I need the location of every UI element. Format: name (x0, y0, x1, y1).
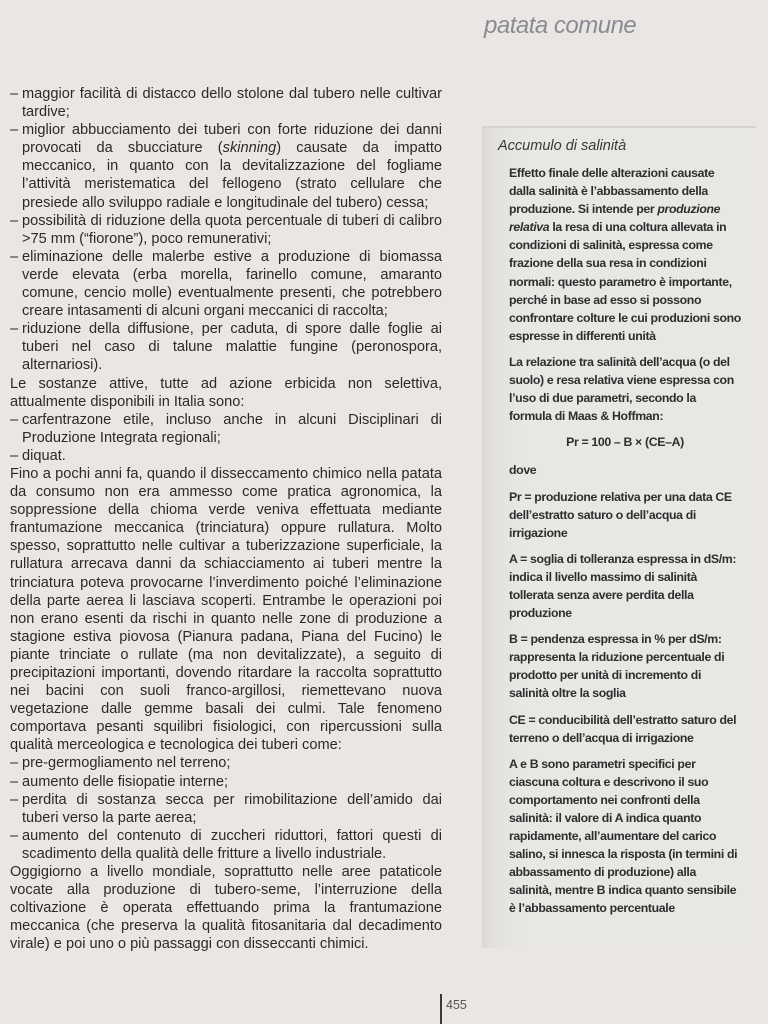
list-item: – perdita di sostanza secca per rimobilitazione dell’amido dai tuberi verso la parte aerea; (10, 791, 442, 826)
definition-b: B = pendenza espressa in % per dS/m: rappresenta la riduzione percentuale di prodotto per unità di incremento di salinità oltre la soglia (509, 632, 725, 701)
list-item: – maggior facilità di distacco dello stolone dal tubero nelle cultivar tardive; (10, 86, 442, 121)
effects-list (10, 754, 442, 863)
paragraph-history: Fino a pochi anni fa, quando il disseccamento chimico nella patata da consumo non era ammesso come pratica agronomica, la soppressione della chioma verde veniva effettuata mediante frantumazione meccanica (trinciatura) oppure rullatura. Molto spesso, soprattutto nelle cultivar a tuberizzazione superficiale, la rullatura arrecava danni da schiacciamento ai tuberi mentre la trinciatura poteva provocarne l’inverdimento poiché l’eliminazione della parte aerea li lasciava scoperti. Entrambe le operazioni poi non erano esenti da rischi in quanto nelle zone di produzione a stagione estiva piovosa (Pianura padana, Piana del Fucino) le piante trinciate o rullate (ma non devitalizzate), a seguito di precipitazioni importanti, dovendo ritardare la raccolta soprattutto nei bacini con suoli franco-argillosi, riemettevano nuova vegetazione dalle gemme basali dei culmi. Tale fenomeno comportava pesanti squilibri fisiologici, con ripercussioni sulla qualità merceologica e tecnologica dei tuberi come: (10, 465, 442, 754)
paragraph-active-substances: Le sostanze attive, tutte ad azione erbicida non selettiva, attualmente disponibili in Italia sono: (10, 375, 442, 410)
section-header: patata comune (484, 12, 637, 39)
list-item: – pre-germogliamento nel terreno; (10, 755, 231, 772)
list-item: – carfentrazone etile, incluso anche in alcuni Disciplinari di Produzione Integrata regionali; (10, 411, 442, 446)
list-item: – miglior abbucciamento dei tuberi con forte riduzione dei danni provocati da sbucciature (skinning) causate da impatto meccanico, in quanto con la devitalizzazione del fogliame l’attività meristematica del fellogeno (strato cellulare che presiede allo sviluppo radiale e longitudinale del tubero) cessa; (10, 122, 442, 211)
list-item: – aumento delle fisiopatie interne; (10, 773, 229, 790)
list-item: – possibilità di riduzione della quota percentuale di tuberi di calibro >75 mm (“fiorone”), poco remunerativi; (10, 212, 442, 247)
sidebar-paragraph-intro: Effetto finale delle alterazioni causate dalla salinità è l’abbassamento della produzione. Si intende per produzione relativa la resa di una coltura allevata in condizioni di salinità, espressa come frazione della sua resa in condizioni normali: questo parametro è importante, perché in base ad esso si possono confrontare colture le cui produzioni sono espresse in differenti unità (509, 166, 741, 343)
formula-where: dove (509, 463, 537, 478)
list-item: – aumento del contenuto di zuccheri riduttori, fattori questi di scadimento della qualità delle fritture a livello industriale. (10, 827, 442, 862)
sidebar-body (509, 164, 741, 926)
list-item: – eliminazione delle malerbe estive a produzione di biomassa verde elevata (erba morella, farinello comune, amaranto comune, cencio molle) eventualmente presenti, che potrebbero creare intasamenti di alcuni organi meccanici di raccolta; (10, 248, 442, 320)
sidebar-title: Accumulo di salinità (498, 138, 627, 154)
sidebar-paragraph-relation: La relazione tra salinità dell’acqua (o del suolo) e resa relativa viene espressa con l’uso di due parametri, secondo la formula di Maas & Hoffman: (509, 354, 734, 424)
definition-ce: CE = conducibilità dell’estratto saturo del terreno o dell’acqua di irrigazione (509, 712, 737, 745)
paragraph-today: Oggigiorno a livello mondiale, soprattutto nelle aree pataticole vocate alla produzione di tubero-seme, l’interruzione della coltivazione è operata effettuando prima la frantumazione meccanica (che preserva la qualità fitosanitaria dal decadimento virale) e poi uno o più passaggi con disseccanti chimici. (10, 864, 442, 953)
definition-a: A = soglia di tolleranza espressa in dS/m: indica il livello massimo di salinità tollerata senza avere perdita della produzione (509, 551, 737, 621)
active-substances-list (10, 411, 442, 465)
formula: Pr = 100 – B × (CE–A) (566, 435, 684, 450)
page-number: 455 (440, 994, 467, 1024)
definition-pr: Pr = produzione relativa per una data CE dell’estratto saturo o dell’acqua di irrigazione (509, 489, 732, 540)
intro-bullet-list (10, 85, 442, 375)
main-text-column (10, 85, 442, 954)
list-item: – diquat. (10, 447, 66, 464)
sidebar-paragraph-parameters: A e B sono parametri specifici per ciascuna coltura e descrivono il suo comportamento nei confronti della salinità: il valore di A indica quanto rapidamente, all’aumentare del carico salino, si innesca la risposta (in termini di abbassamento di produzione) alla salinità, mentre B indica quanto sensibile è l’abbassamento percentuale (509, 756, 738, 916)
list-item: – riduzione della diffusione, per caduta, di spore dalle foglie ai tuberi nel caso di talune malattie fungine (peronospora, alternariosi). (10, 321, 442, 374)
